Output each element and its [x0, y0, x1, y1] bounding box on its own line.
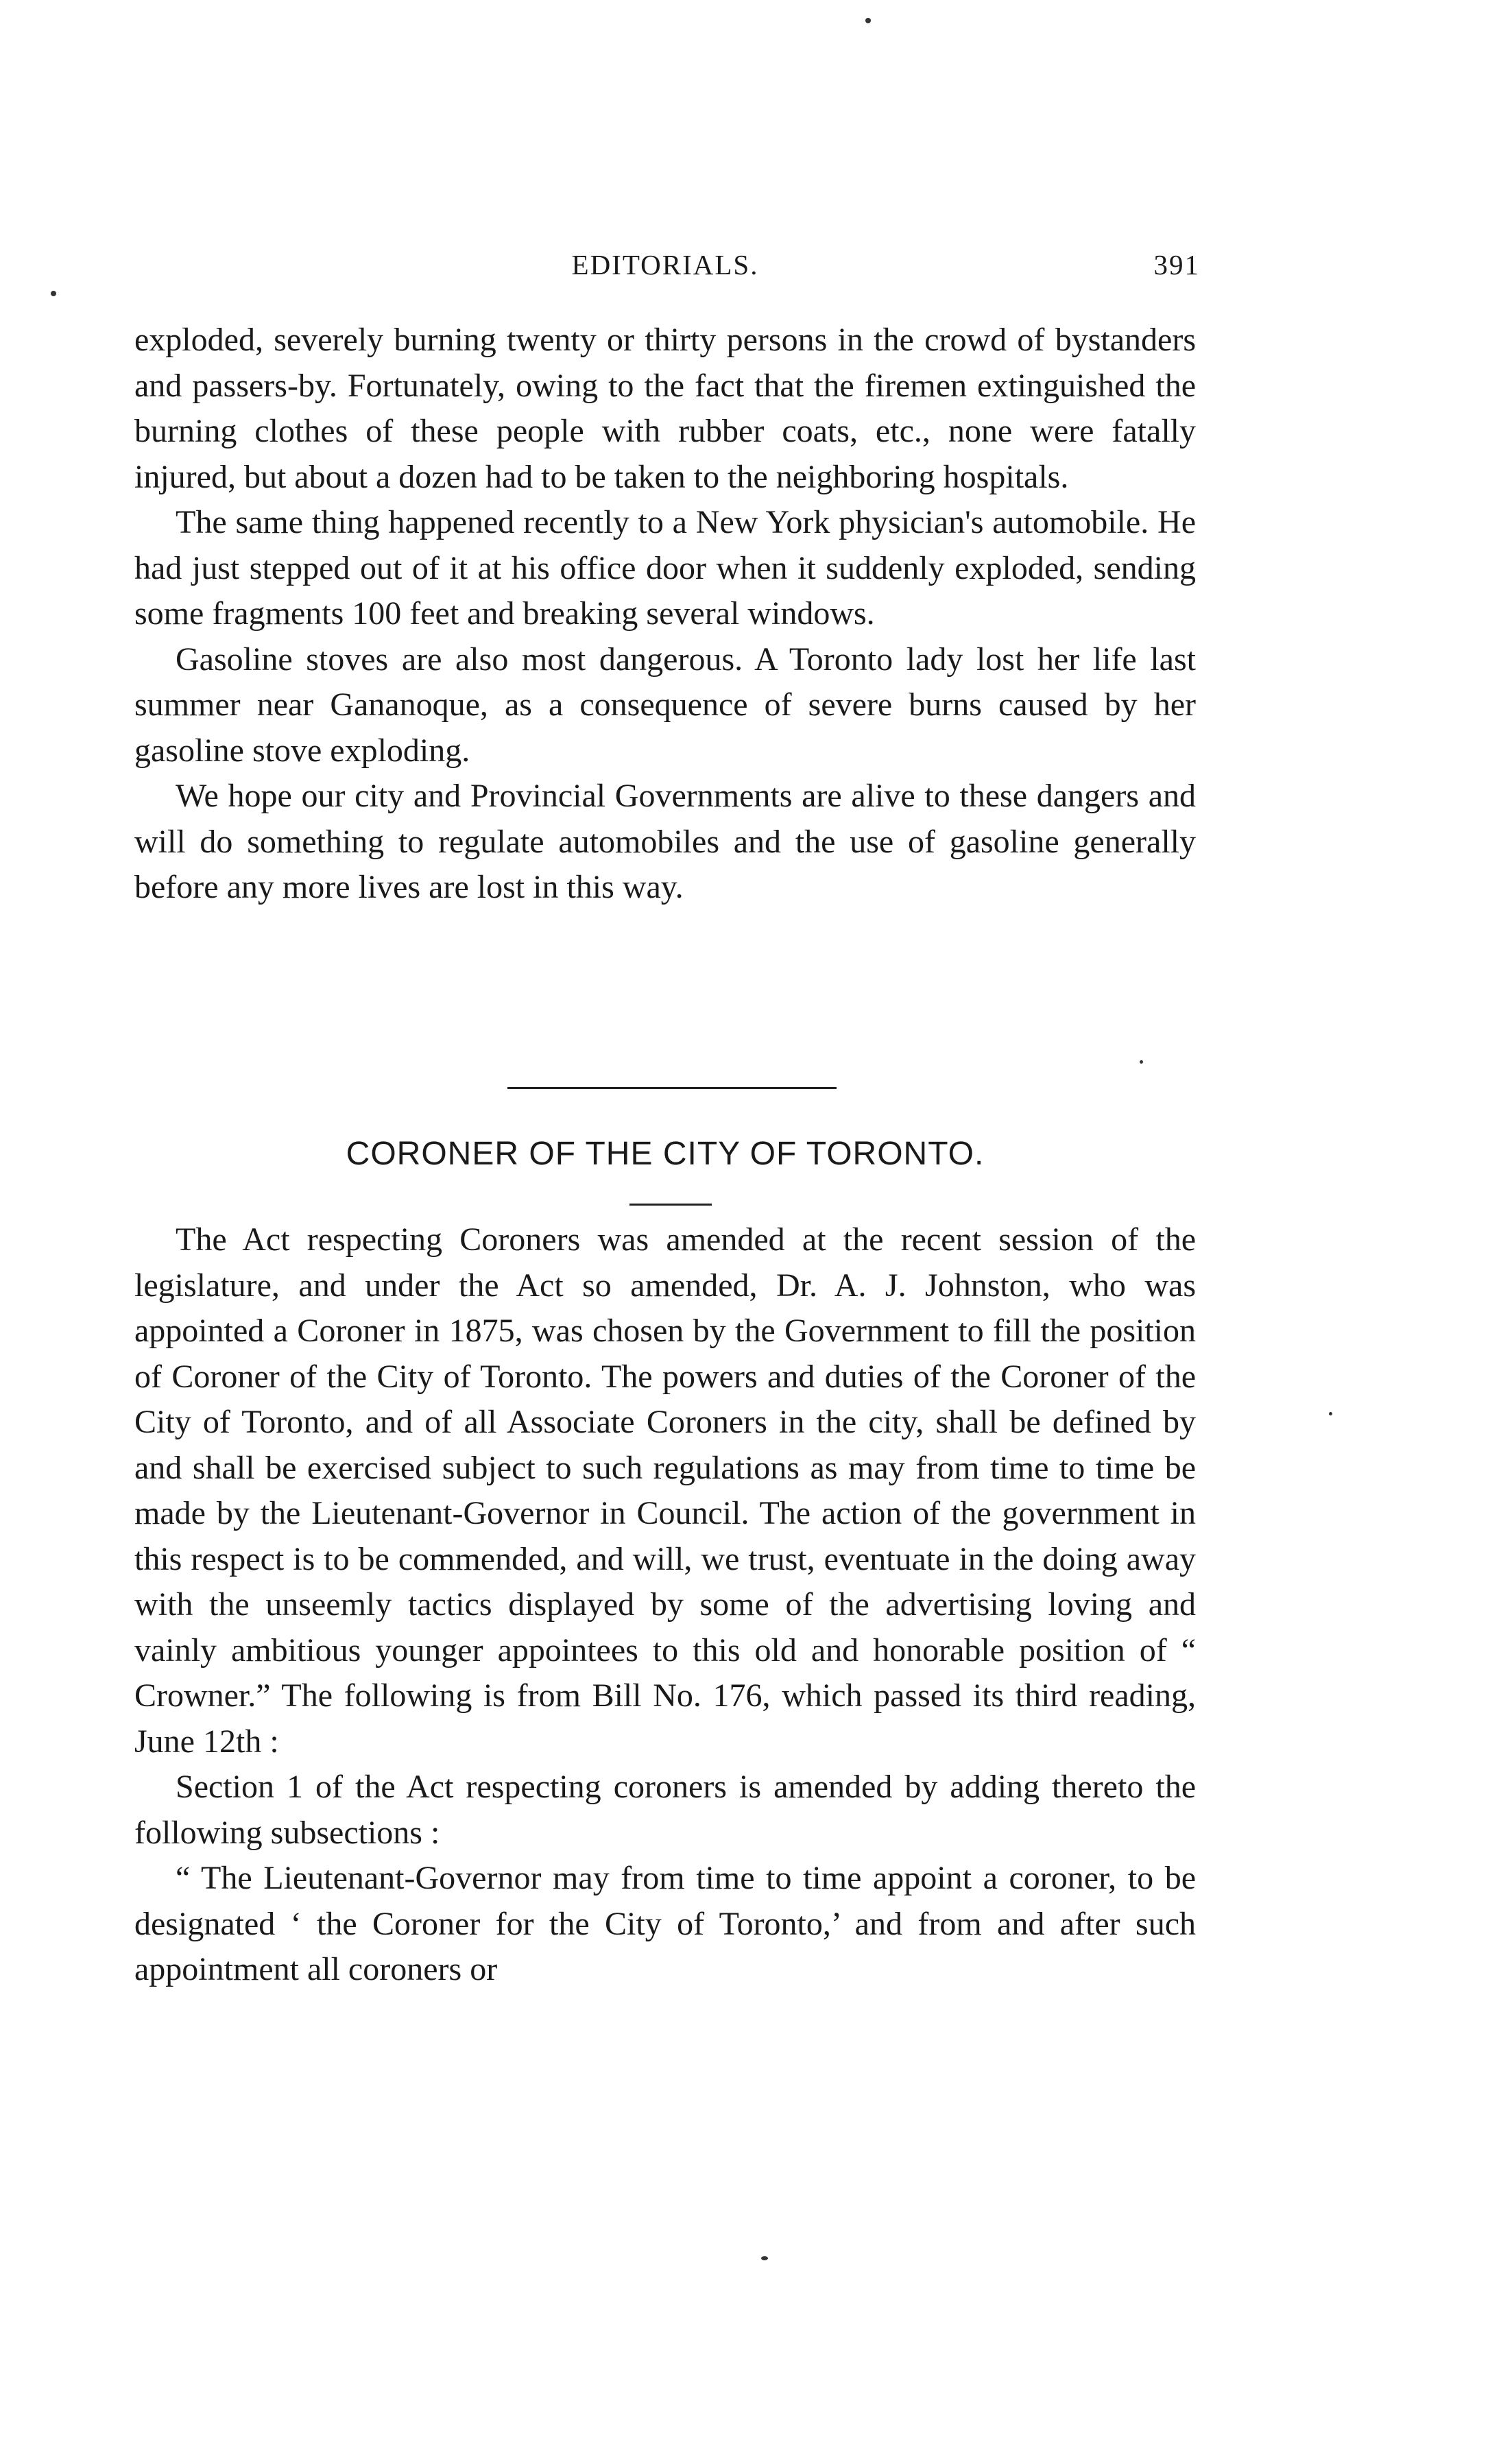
- print-speck: [51, 291, 56, 296]
- paragraph: The same thing happened recently to a New York physician's automobile. He had just stepped out of it at his office door when it suddenly exploded, sending some fragments 100 feet and breaking several windows.: [134, 504, 1196, 632]
- print-speck: [865, 18, 871, 23]
- paragraph: We hope our city and Provincial Governments are alive to these dangers and will do something to regulate automobiles and the use of gasoline generally before any more lives are lost in this way.: [134, 778, 1196, 905]
- paragraph: exploded, severely burning twenty or thirty persons in the crowd of bystanders and passers-by. Fortunately, owing to the fact that the firemen extinguished the burning clothes of these people with rubber coats, etc., none were fatally injured, but about a dozen had to be taken to the neighboring hospitals.: [134, 322, 1196, 495]
- page-number: 391: [1153, 249, 1200, 280]
- section-heading: CORONER OF THE CITY OF TORONTO.: [346, 1136, 985, 1172]
- section-divider: [507, 1087, 837, 1089]
- print-speck: [761, 2256, 768, 2260]
- heading-rule: [629, 1204, 712, 1206]
- coroner-article: [134, 1217, 1196, 1993]
- paragraph: The Act respecting Coroners was amended at the recent session of the legislature, and under the Act so amended, Dr. A. J. Johnston, who was appointed a Coroner in 1875, was chosen by the Government to fill the position of Coroner of the City of Toronto. The powers and duties of the Coroner of the City of Toronto, and of all Associate Coroners in the city, shall be defined by and shall be exercised subject to such regulations as may from time to time be made by the Lieutenant-Governor in Council. The action of the government in this respect is to be commended, and will, we trust, eventuate in the doing away with the unseemly tactics displayed by some of the advertising loving and vainly ambitious younger appointees to this old and honorable position of “ Crowner.” The following is from Bill No. 176, which passed its third reading, June 12th :: [134, 1221, 1196, 1760]
- paragraph: “ The Lieutenant-Governor may from time to time appoint a coroner, to be designated ‘ the Coroner for the City of Toronto,’ and from and after such appointment all coroners or: [134, 1860, 1196, 1987]
- print-speck: [1329, 1412, 1332, 1415]
- print-speck: [1140, 1060, 1143, 1064]
- running-head: [130, 248, 1200, 289]
- article-continued: [134, 318, 1196, 911]
- paragraph: Section 1 of the Act respecting coroners is amended by adding thereto the following subsections :: [134, 1769, 1196, 1851]
- paragraph: Gasoline stoves are also most dangerous. A Toronto lady lost her life last summer near Gananoque, as a consequence of severe burns caused by her gasoline stove exploding.: [134, 641, 1196, 769]
- running-head-title: EDITORIALS.: [571, 249, 759, 280]
